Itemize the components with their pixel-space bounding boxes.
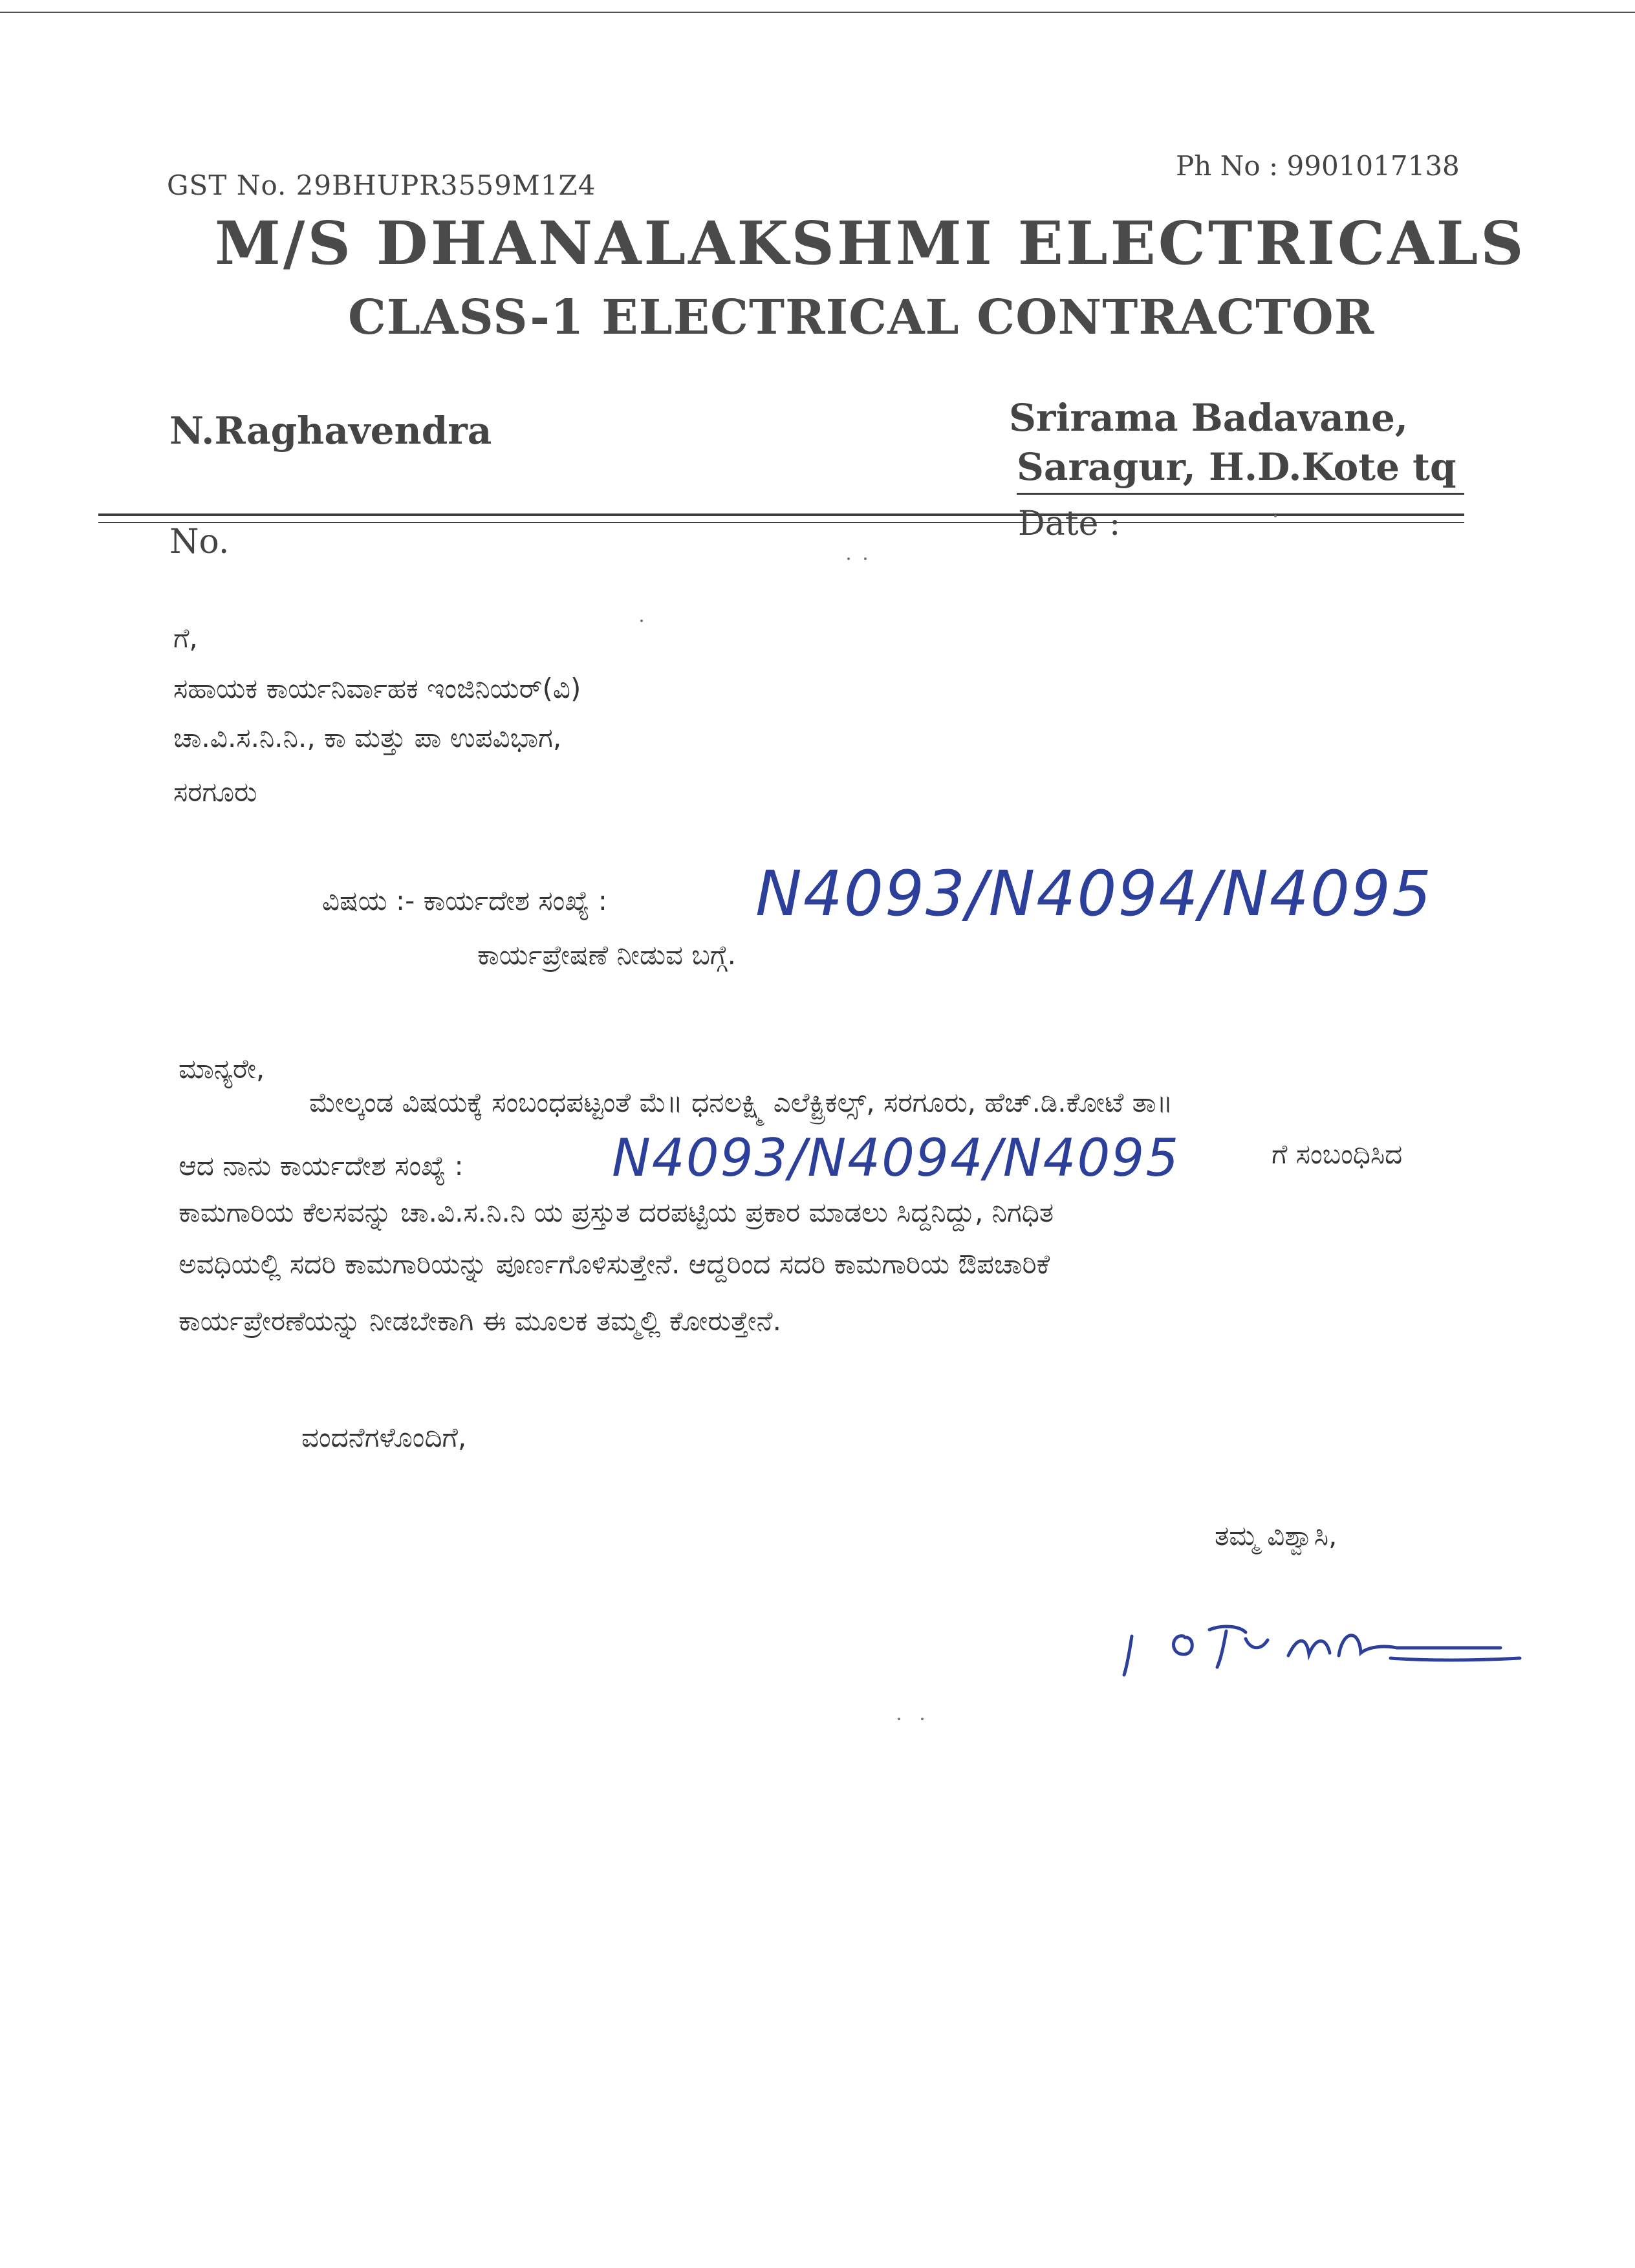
firm-subtitle: CLASS-1 ELECTRICAL CONTRACTOR (348, 290, 1375, 345)
subject-line-2: ಕಾರ್ಯಪ್ರೇಷಣೆ ನೀಡುವ ಬಗ್ಗೆ. (477, 939, 736, 971)
address-line-1: Srirama Badavane, (1009, 396, 1409, 440)
salutation: ಮಾನ್ಯರೇ, (179, 1053, 265, 1085)
closing-regards: ವಂದನೆಗಳೊಂದಿಗೆ, (301, 1421, 467, 1453)
body-line-2-end: ಗೆ ಸಂಬಂಧಿಸಿದ (1272, 1138, 1403, 1170)
body-line-3: ಕಾಮಗಾರಿಯ ಕೆಲಸವನ್ನು ಚಾ.ವಿ.ಸ.ನಿ.ನಿ ಯ ಪ್ರಸ್ತುತ ದರಪಟ್ಟಿಯ ಪ್ರಕಾರ ಮಾಡಲು ಸಿದ್ದನಿದ್ದು, ನಿಗಧಿತ (179, 1196, 1054, 1228)
firm-name: M/S DHANALAKSHMI ELECTRICALS (215, 208, 1526, 278)
phone-number: Ph No : 9901017138 (1176, 150, 1460, 182)
gst-number: GST No. 29BHUPR3559M1Z4 (167, 169, 596, 201)
reference-number-label: No. (169, 523, 230, 561)
letterhead-rule (98, 513, 1464, 516)
body-line-5: ಕಾರ್ಯಪ್ರೇರಣೆಯನ್ನು ನೀಡಬೇಕಾಗಿ ಈ ಮೂಲಕ ತಮ್ಮಲ್ಲಿ ಕೋರುತ್ತೇನೆ. (179, 1305, 781, 1337)
signature (1112, 1591, 1526, 1681)
letterhead-rule-thin (98, 522, 1464, 523)
recipient-to: ಗೆ, (173, 622, 198, 654)
subject-work-order-numbers: N4093/N4094/N4095 (755, 858, 1433, 930)
recipient-designation: ಸಹಾಯಕ ಕಾರ್ಯನಿರ್ವಾಹಕ ಇಂಜಿನಿಯರ್(ವಿ) (173, 673, 581, 704)
address-line-2: Saragur, H.D.Kote tq (1017, 445, 1456, 489)
body-line-2-start: ಆದ ನಾನು ಕಾರ್ಯದೇಶ ಸಂಖ್ಯೆ : (179, 1150, 464, 1182)
body-work-order-numbers: N4093/N4094/N4095 (612, 1128, 1180, 1188)
recipient-place: ಸರಗೂರು (173, 776, 257, 808)
proprietor-name: N.Raghavendra (169, 409, 492, 453)
closing-yours: ತಮ್ಮ ವಿಶ್ವಾಸಿ, (1215, 1520, 1337, 1551)
scan-speck (847, 557, 850, 560)
scan-speck (1274, 515, 1277, 517)
scan-top-edge (0, 12, 1635, 13)
body-line-1: ಮೇಲ್ಕಂಡ ವಿಷಯಕ್ಕೆ ಸಂಬಂಧಪಟ್ಟಂತೆ ಮೆ॥ ಧನಲಕ್ಷ್ಮಿ ಎಲೆಕ್ಟ್ರಿಕಲ್ಸ್, ಸರಗೂರು, ಹೆಚ್.ಡಿ.ಕೋಟೆ ತಾ॥ (309, 1086, 1173, 1118)
recipient-office: ಚಾ.ವಿ.ಸ.ನಿ.ನಿ., ಕಾ ಮತ್ತು ಪಾ ಉಪವಿಭಾಗ, (173, 722, 562, 753)
scan-speck (640, 620, 643, 622)
subject-line-1: ವಿಷಯ :- ಕಾರ್ಯದೇಶ ಸಂಖ್ಯೆ : (322, 885, 607, 916)
scan-speck (864, 557, 867, 560)
scan-speck (921, 1718, 924, 1720)
date-label: Date : (1018, 504, 1121, 543)
scan-speck (898, 1718, 900, 1720)
address-underline (1017, 493, 1464, 495)
body-line-4: ಅವಧಿಯಲ್ಲಿ ಸದರಿ ಕಾಮಗಾರಿಯನ್ನು ಪೂರ್ಣಗೊಳಿಸುತ್ತೇನೆ. ಆದ್ದರಿಂದ ಸದರಿ ಕಾಮಗಾರಿಯ ಔಪಚಾರಿಕೆ (179, 1248, 1050, 1280)
